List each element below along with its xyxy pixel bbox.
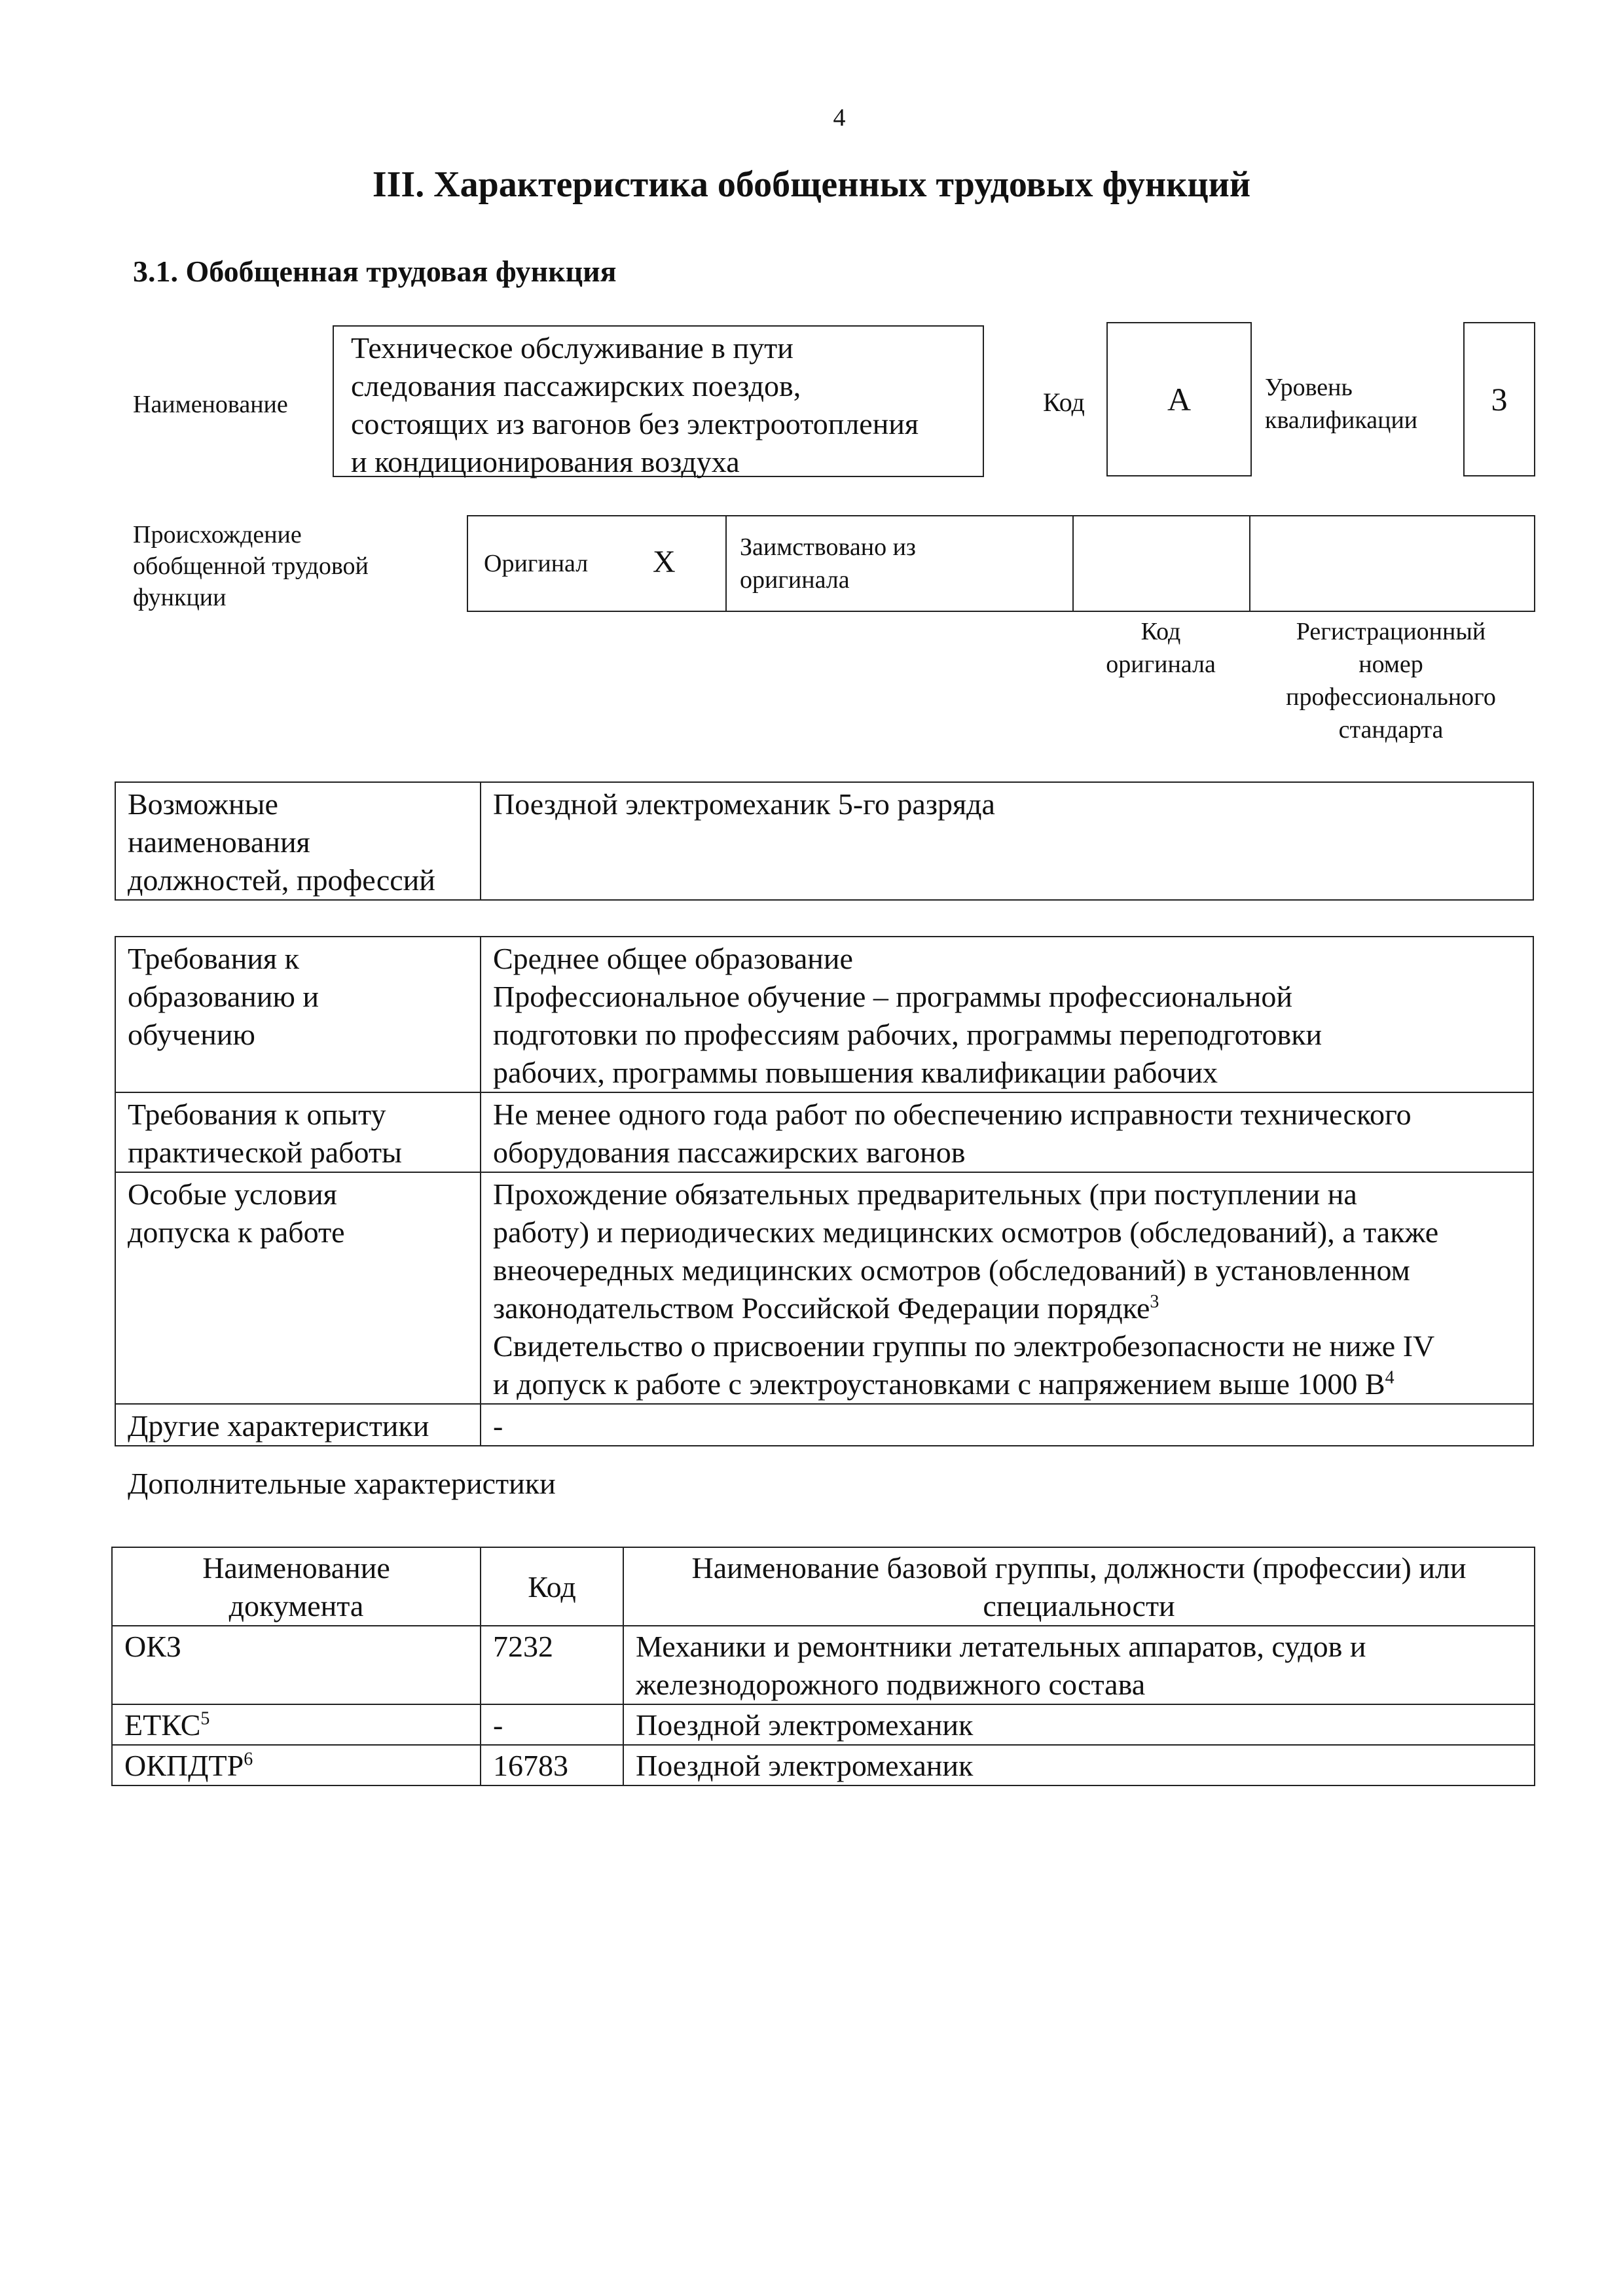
original-mark: X <box>653 545 676 579</box>
footnote-ref: 6 <box>244 1749 253 1770</box>
level-value: 3 <box>1463 322 1535 476</box>
code-caption: Код оригинала <box>1106 618 1216 678</box>
original-label: Оригинал <box>484 550 589 577</box>
row-name: Поездной электромеханик <box>623 1745 1535 1785</box>
row-code: - <box>481 1704 623 1745</box>
row-code: 16783 <box>481 1745 623 1785</box>
table-row <box>115 937 1533 1092</box>
row-doc: ОКЗ <box>112 1626 481 1704</box>
footnote-ref: 4 <box>1385 1367 1395 1388</box>
header-code: Код <box>481 1547 623 1626</box>
row-code: 7232 <box>481 1626 623 1704</box>
footnote-ref: 3 <box>1150 1291 1159 1312</box>
other-value: - <box>481 1404 1533 1446</box>
table-row <box>115 1404 1533 1446</box>
header-doc: Наименование документа <box>112 1547 481 1626</box>
row-doc: ЕТКС$^5$ <box>112 1704 481 1745</box>
table-row <box>112 1547 1535 1626</box>
conditions-label: Особые условия допуска к работе <box>115 1172 481 1404</box>
name-line: и кондиционирования воздуха <box>351 445 740 478</box>
section-title: III. Характеристика обобщенных трудовых функций <box>372 164 1251 205</box>
row-name: Поездной электромеханик <box>623 1704 1535 1745</box>
additional-title: Дополнительные характеристики <box>128 1467 556 1500</box>
education-label: Требования к образованию и обучению <box>115 937 481 1092</box>
name-line: состоящих из вагонов без электроотопления <box>351 407 919 440</box>
origin-original-cell <box>468 516 727 611</box>
positions-value: Поездной электромеханик 5-го разряда <box>481 782 1533 900</box>
row-doc: ОКПДТР$^6$ <box>112 1745 481 1785</box>
row-name: Механики и ремонтники летательных аппаратов, судов и железнодорожного подвижного состава <box>623 1626 1535 1704</box>
conditions-value: Прохождение обязательных предварительных (при поступлении на работу) и периодических медицинских осмотров (обследований), а также внеочередных медицинских осмотров (обследований) в установленном законодательством Российской Федерации порядке$^3$ Свидетельство о присвоении группы по электробезопасности не ниже IV и допуск к работе с электроустановками с напряжением выше 1000 $В^4$ <box>481 1172 1533 1404</box>
table-row <box>115 1092 1533 1172</box>
header-name: Наименование базовой группы, должности (профессии) или специальности <box>623 1547 1535 1626</box>
code-value: A <box>1106 322 1252 476</box>
name-box <box>333 325 984 477</box>
experience-label: Требования к опыту практической работы <box>115 1092 481 1172</box>
name-label: Наименование <box>133 391 288 418</box>
code-label: Код <box>1043 387 1085 417</box>
footnote-ref: 5 <box>200 1708 210 1729</box>
table-row <box>112 1745 1535 1785</box>
table-row <box>112 1626 1535 1704</box>
positions-table <box>115 781 1534 901</box>
origin-box <box>467 515 1535 612</box>
reg-caption: Регистрационный номер профессионального стандарта <box>1286 618 1496 744</box>
level-label: Уровень квалификации <box>1265 374 1418 434</box>
table-row <box>112 1704 1535 1745</box>
name-line: Техническое обслуживание в пути <box>351 331 793 365</box>
table-row <box>115 1172 1533 1404</box>
origin-reg-cell <box>1250 516 1534 611</box>
origin-label: Происхождение обобщенной трудовой функции <box>133 521 369 611</box>
other-label: Другие характеристики <box>115 1404 481 1446</box>
subsection-title: 3.1. Обобщенная трудовая функция <box>133 255 617 288</box>
education-value: Среднее общее образование Профессиональное обучение – программы профессиональной подготовки по профессиям рабочих, программы переподготовки рабочих, программы повышения квалификации рабочих <box>481 937 1533 1092</box>
experience-value: Не менее одного года работ по обеспечению исправности технического оборудования пассажирских вагонов <box>481 1092 1533 1172</box>
requirements-table <box>115 936 1534 1446</box>
page-number: 4 <box>833 104 846 132</box>
origin-code-cell <box>1074 516 1250 611</box>
borrowed-cell: Заимствовано из оригинала <box>727 516 1074 611</box>
additional-table <box>111 1547 1535 1786</box>
positions-label: Возможные наименования должностей, профессий <box>115 782 481 900</box>
name-line: следования пассажирских поездов, <box>351 369 801 403</box>
